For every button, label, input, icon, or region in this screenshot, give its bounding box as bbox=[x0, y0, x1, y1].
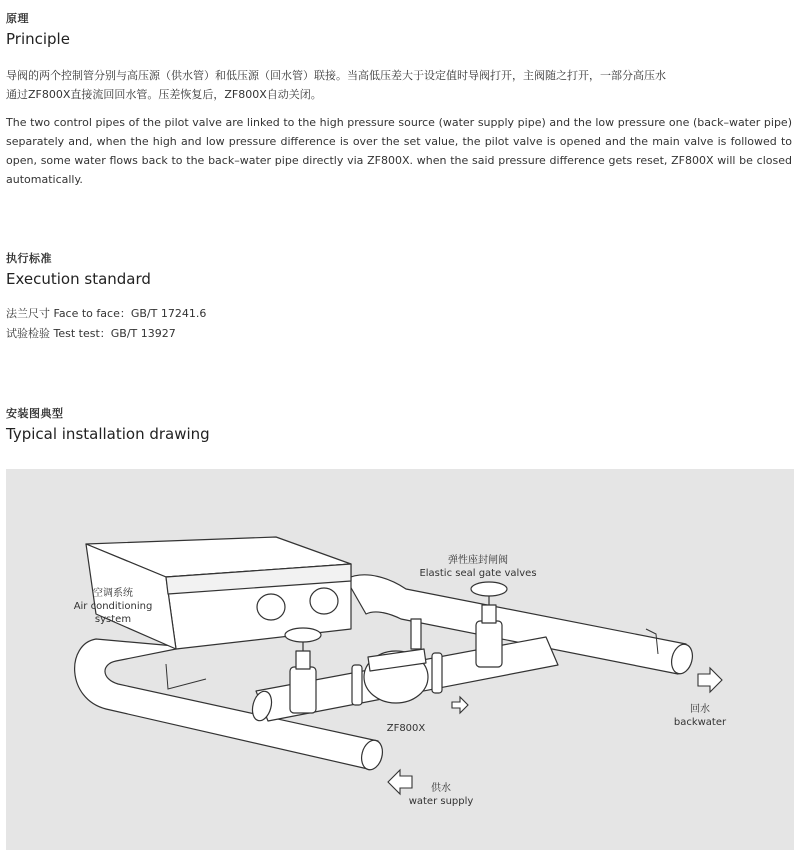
left-gate-valve-body bbox=[290, 667, 316, 713]
supply-label-cn: 供水 bbox=[431, 783, 451, 794]
face-to-face-standard: 法兰尺寸 Face to face：GB/T 17241.6 bbox=[6, 307, 207, 320]
zf800x-flange-right bbox=[432, 653, 442, 693]
execution-title-en: Execution standard bbox=[6, 270, 151, 288]
principle-text-cn-line2: 通过ZF800X直接流回回水管。压差恢复后，ZF800X自动关闭。 bbox=[6, 88, 322, 101]
ac-label-en-1: Air conditioning bbox=[73, 601, 153, 612]
supply-label-en: water supply bbox=[408, 796, 474, 807]
ac-label-en-2: system bbox=[94, 614, 132, 625]
execution-title-cn: 执行标准 bbox=[6, 252, 52, 265]
test-standard: 试验检验 Test test：GB/T 13927 bbox=[6, 327, 176, 340]
left-gate-valve-bonnet bbox=[296, 651, 310, 669]
backwater-label-en: backwater bbox=[673, 717, 727, 728]
right-gate-valve-bonnet bbox=[482, 605, 496, 623]
installation-drawing bbox=[6, 469, 794, 850]
control-line-left bbox=[166, 664, 206, 689]
right-gate-valve-body bbox=[476, 621, 502, 667]
ac-label-cn: 空调系统 bbox=[93, 588, 133, 599]
gate-valve-label-cn: 弹性座封闸阀 bbox=[448, 555, 508, 566]
principle-text-cn bbox=[6, 66, 792, 104]
backwater-label-cn: 回水 bbox=[690, 704, 710, 715]
execution-standards bbox=[6, 304, 206, 344]
ac-port-1 bbox=[257, 594, 285, 620]
execution-section bbox=[6, 250, 151, 288]
installation-diagram bbox=[6, 469, 794, 850]
zf800x-pilot bbox=[411, 619, 421, 649]
backwater-arrow bbox=[698, 668, 722, 692]
installation-title-en: Typical installation drawing bbox=[6, 425, 210, 443]
principle-section bbox=[6, 10, 70, 48]
right-gate-valve-handwheel bbox=[471, 582, 507, 596]
principle-text-cn-line1: 导阀的两个控制管分别与高压源（供水管）和低压源（回水管）联接。当高低压差大于设定值时导阀打开，主阀随之打开，一部分高压水 bbox=[6, 69, 666, 82]
supply-arrow bbox=[388, 770, 412, 794]
model-label: ZF800X bbox=[386, 723, 426, 734]
flow-arrow-mid bbox=[452, 697, 468, 713]
ac-port-2 bbox=[310, 588, 338, 614]
installation-section bbox=[6, 405, 210, 443]
principle-title-cn: 原理 bbox=[6, 12, 29, 25]
zf800x-flange-left bbox=[352, 665, 362, 705]
gate-valve-label-en: Elastic seal gate valves bbox=[419, 568, 537, 579]
principle-text-en: The two control pipes of the pilot valve are linked to the high pressure source (water supply pipe) and the low pressure one (back–water pipe) separately and, when the high and low pressure difference is over the set value, the pilot valve is opened and the main valve is followed to open, some water flows back to the back–water pipe directly via ZF800X. when the said pressure difference gets reset, ZF800X will be closed automatically. bbox=[6, 116, 792, 186]
left-gate-valve-handwheel bbox=[285, 628, 321, 642]
installation-title-cn: 安装图典型 bbox=[6, 407, 64, 420]
principle-title-en: Principle bbox=[6, 30, 70, 48]
